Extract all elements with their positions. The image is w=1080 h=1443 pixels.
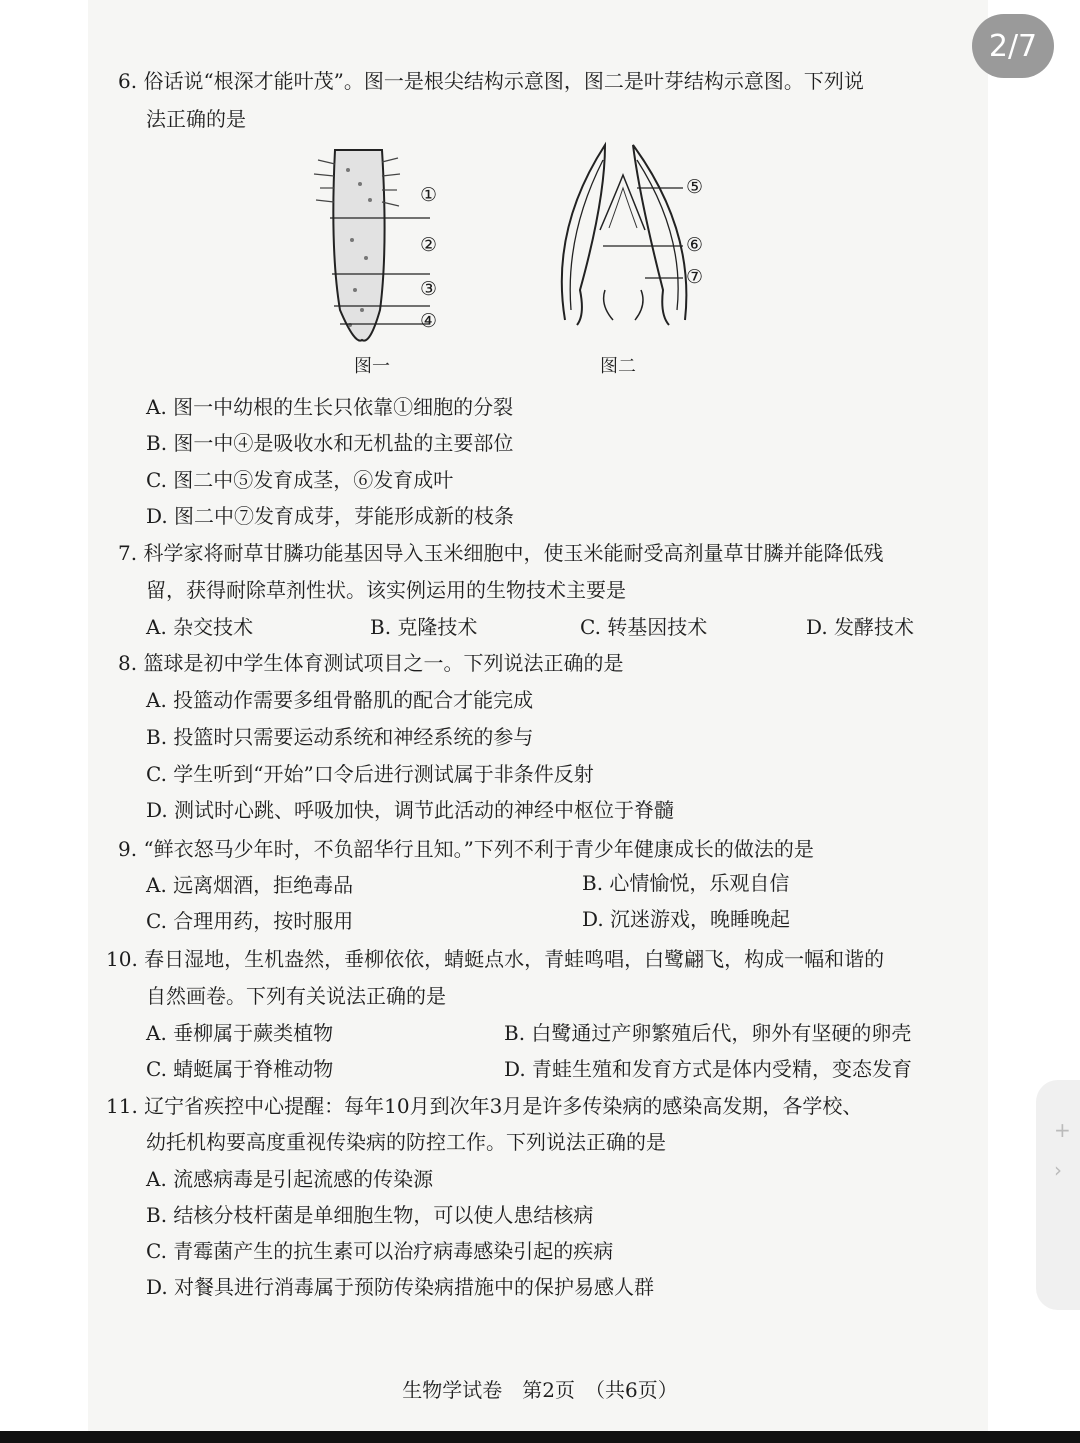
q10-option-b[interactable]: B. 白鹭通过产卵繁殖后代，卵外有坚硬的卵壳 bbox=[504, 1021, 912, 1045]
fig2-label-5: ⑤ bbox=[686, 176, 704, 198]
fig2-label-6: ⑥ bbox=[686, 234, 704, 256]
q8-stem: 8. 篮球是初中学生体育测试项目之一。下列说法正确的是 bbox=[118, 651, 624, 675]
q11-stem-line1: 11. 辽宁省疾控中心提醒：每年10月到次年3月是许多传染病的感染高发期，各学校、 bbox=[106, 1094, 863, 1118]
q11-option-d[interactable]: D. 对餐具进行消毒属于预防传染病措施中的保护易感人群 bbox=[146, 1275, 655, 1299]
fig2-caption: 图二 bbox=[600, 356, 636, 377]
q8-option-b[interactable]: B. 投篮时只需要运动系统和神经系统的参与 bbox=[146, 725, 534, 749]
q6-option-c[interactable]: C. 图二中⑤发育成茎，⑥发育成叶 bbox=[146, 468, 454, 492]
q9-option-b[interactable]: B. 心情愉悦，乐观自信 bbox=[582, 871, 790, 895]
q8-option-c[interactable]: C. 学生听到“开始”口令后进行测试属于非条件反射 bbox=[146, 762, 594, 786]
q11-option-c[interactable]: C. 青霉菌产生的抗生素可以治疗病毒感染引起的疾病 bbox=[146, 1239, 614, 1263]
q10-stem-line1: 10. 春日湿地，生机盎然，垂柳依依，蜻蜓点水，青蛙鸣唱，白鹭翩飞，构成一幅和谐的 bbox=[106, 947, 885, 971]
plus-icon[interactable]: + bbox=[1054, 1118, 1071, 1142]
fig2-label-7: ⑦ bbox=[686, 266, 704, 288]
q8-option-d[interactable]: D. 测试时心跳、呼吸加快，调节此活动的神经中枢位于脊髓 bbox=[146, 798, 675, 822]
q9-stem: 9. “鲜衣怒马少年时，不负韶华行且知。”下列不利于青少年健康成长的做法的是 bbox=[118, 837, 814, 861]
fig1-caption: 图一 bbox=[354, 356, 390, 377]
q11-option-a[interactable]: A. 流感病毒是引起流感的传染源 bbox=[146, 1167, 434, 1191]
fig1-label-1: ① bbox=[420, 184, 438, 206]
bottom-edge-bar bbox=[0, 1431, 1080, 1443]
side-handle[interactable] bbox=[1036, 1080, 1080, 1310]
q11-stem-line2: 幼托机构要高度重视传染病的防控工作。下列说法正确的是 bbox=[146, 1130, 666, 1154]
q11-option-b[interactable]: B. 结核分枝杆菌是单细胞生物，可以使人患结核病 bbox=[146, 1203, 594, 1227]
q7-option-b[interactable]: B. 克隆技术 bbox=[370, 615, 478, 639]
q6-option-d[interactable]: D. 图二中⑦发育成芽，芽能形成新的枝条 bbox=[146, 504, 515, 528]
q7-stem-line2: 留，获得耐除草剂性状。该实例运用的生物技术主要是 bbox=[146, 578, 626, 602]
fig1-label-2: ② bbox=[420, 234, 438, 256]
q10-stem-line2: 自然画卷。下列有关说法正确的是 bbox=[146, 984, 446, 1008]
q9-option-a[interactable]: A. 远离烟酒，拒绝毒品 bbox=[146, 873, 354, 897]
q6-option-a[interactable]: A. 图一中幼根的生长只依靠①细胞的分裂 bbox=[146, 395, 514, 419]
q7-option-a[interactable]: A. 杂交技术 bbox=[146, 615, 254, 639]
chevron-right-icon[interactable]: › bbox=[1054, 1158, 1062, 1182]
q7-stem-line1: 7. 科学家将耐草甘膦功能基因导入玉米细胞中，使玉米能耐受高剂量草甘膦并能降低残 bbox=[118, 541, 884, 565]
q8-option-a[interactable]: A. 投篮动作需要多组骨骼肌的配合才能完成 bbox=[146, 688, 534, 712]
fig1-label-4: ④ bbox=[420, 310, 438, 332]
q10-option-c[interactable]: C. 蜻蜓属于脊椎动物 bbox=[146, 1057, 334, 1081]
q10-option-a[interactable]: A. 垂柳属于蕨类植物 bbox=[146, 1021, 334, 1045]
q6-option-b[interactable]: B. 图一中④是吸收水和无机盐的主要部位 bbox=[146, 431, 514, 455]
q6-stem-line1: 6. 俗话说“根深才能叶茂”。图一是根尖结构示意图，图二是叶芽结构示意图。下列说 bbox=[118, 69, 864, 93]
q9-option-d[interactable]: D. 沉迷游戏，晚睡晚起 bbox=[582, 907, 791, 931]
root-tip-diagram bbox=[300, 140, 470, 360]
fig1-label-3: ③ bbox=[420, 278, 438, 300]
q7-option-d[interactable]: D. 发酵技术 bbox=[806, 615, 915, 639]
q10-option-d[interactable]: D. 青蛙生殖和发育方式是体内受精，变态发育 bbox=[504, 1057, 913, 1081]
q6-stem-line2: 法正确的是 bbox=[146, 107, 246, 131]
q7-option-c[interactable]: C. 转基因技术 bbox=[580, 615, 708, 639]
page-footer: 生物学试卷 第2页 （共6页） bbox=[402, 1378, 678, 1402]
page-indicator: 2/7 bbox=[972, 14, 1054, 78]
q9-option-c[interactable]: C. 合理用药，按时服用 bbox=[146, 909, 354, 933]
